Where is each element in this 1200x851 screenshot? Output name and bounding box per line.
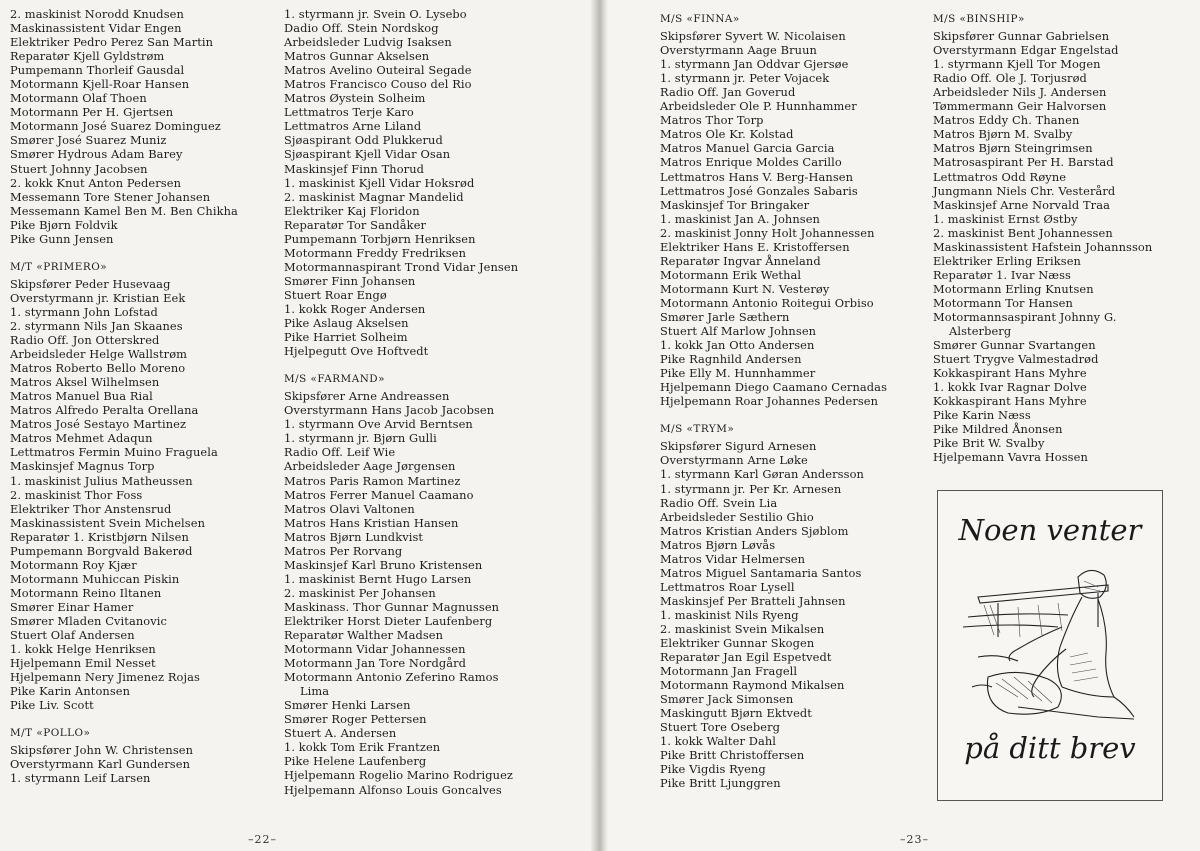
- crew-entry: Overstyrmann Arne Løke: [660, 453, 808, 468]
- crew-entry: Arbeidsleder Nils J. Andersen: [933, 85, 1107, 100]
- crew-entry: Lima: [300, 684, 330, 699]
- crew-entry: Pumpemann Thorleif Gausdal: [10, 63, 185, 78]
- crew-entry: Dadio Off. Stein Nordskog: [284, 21, 439, 36]
- crew-entry: Motormann Erik Wethal: [660, 267, 802, 282]
- crew-entry: Arbeidsleder Ole P. Hunnhammer: [660, 99, 857, 114]
- crew-entry: Matros Bjørn M. Svalby: [933, 127, 1073, 142]
- crew-entry: 1. styrmann John Lofstad: [10, 304, 158, 319]
- crew-entry: Matros Alfredo Peralta Orellana: [10, 403, 199, 418]
- crew-entry: 2. maskinist Norodd Knudsen: [10, 7, 184, 21]
- crew-entry: 2. maskinist Magnar Mandelid: [284, 189, 464, 204]
- crew-entry: Skipsfører Sigurd Arnesen: [660, 439, 817, 454]
- crew-entry: Maskinsjef Karl Bruno Kristensen: [284, 557, 483, 572]
- crew-entry: 2. maskinist Svein Mikalsen: [660, 621, 825, 636]
- crew-entry: 1. kokk Ivar Ragnar Dolve: [933, 380, 1087, 395]
- crew-entry: Lettmatros Odd Røyne: [933, 169, 1067, 184]
- crew-entry: Maskinass. Thor Gunnar Magnussen: [284, 599, 500, 614]
- crew-entry: Sjøaspirant Odd Plukkerud: [284, 133, 443, 148]
- crew-entry: Pike Harriet Solheim: [284, 330, 408, 345]
- left-page-column-2: [284, 7, 518, 797]
- crew-entry: Stuert A. Andersen: [284, 726, 397, 741]
- crew-entry: Motormannaspirant Trond Vidar Jensen: [284, 259, 519, 274]
- crew-entry: Matros Enrique Moldes Carillo: [660, 155, 842, 170]
- crew-entry: Smører Gunnar Svartangen: [933, 338, 1096, 353]
- crew-entry: Hjelpemann Nery Jimenez Rojas: [10, 670, 200, 685]
- crew-entry: Matros Bjørn Steingrimsen: [933, 141, 1093, 156]
- ship-heading: M/S «TRYM»: [660, 423, 735, 436]
- crew-entry: Lettmatros Hans V. Berg-Hansen: [660, 169, 854, 184]
- crew-entry: Matros Aksel Wilhelmsen: [10, 375, 160, 390]
- ship-heading: M/T «PRIMERO»: [10, 260, 108, 273]
- crew-entry: 1. kokk Walter Dahl: [660, 734, 777, 749]
- crew-entry: Matros Olavi Valtonen: [284, 501, 415, 516]
- crew-entry: Matros Manuel Garcia Garcia: [660, 141, 835, 156]
- crew-entry: Arbeidsleder Aage Jørgensen: [284, 459, 456, 474]
- crew-entry: Smører Hydrous Adam Barey: [10, 147, 183, 162]
- crew-entry: 1. maskinist Jan A. Johnsen: [660, 211, 820, 226]
- crew-entry: Matros Manuel Bua Rial: [10, 389, 153, 404]
- crew-entry: Radio Off. Svein Lia: [660, 495, 778, 510]
- crew-entry: Stuert Olaf Andersen: [10, 628, 135, 643]
- crew-entry: Matros Bjørn Løvås: [660, 537, 776, 552]
- crew-entry: Pike Karin Næss: [933, 408, 1031, 423]
- crew-entry: 1. styrmann jr. Per Kr. Arnesen: [660, 481, 842, 496]
- crew-entry: Radio Off. Ole J. Torjusrød: [933, 71, 1087, 86]
- crew-entry: Matros Ferrer Manuel Caamano: [284, 487, 474, 502]
- crew-entry: Reparatør 1. Ivar Næss: [933, 267, 1071, 282]
- page-number-left: –22–: [248, 833, 277, 846]
- crew-entry: Skipsfører Arne Andreassen: [284, 389, 450, 404]
- crew-entry: Smører José Suarez Muniz: [10, 133, 167, 148]
- crew-entry: 1. maskinist Kjell Vidar Hoksrød: [284, 175, 475, 190]
- crew-entry: 1. maskinist Ernst Østby: [933, 211, 1078, 226]
- ad-headline: Noen venter: [958, 513, 1142, 547]
- crew-entry: Motormann Vidar Johannessen: [284, 642, 466, 657]
- crew-entry: 1. styrmann Ove Arvid Berntsen: [284, 417, 473, 432]
- crew-entry: Smører Mladen Cvitanovic: [10, 613, 168, 628]
- crew-entry: Skipsfører Gunnar Gabrielsen: [933, 29, 1110, 44]
- page-number-right: –23–: [900, 833, 929, 846]
- crew-entry: 2. styrmann Nils Jan Skaanes: [10, 318, 183, 333]
- ad-tagline: på ditt brev: [964, 731, 1136, 765]
- crew-entry: Sjøaspirant Kjell Vidar Osan: [284, 147, 451, 162]
- crew-entry: Alsterberg: [949, 324, 1012, 339]
- crew-entry: Arbeidsleder Sestilio Ghio: [660, 509, 814, 524]
- crew-entry: Jungmann Niels Chr. Vesterård: [933, 183, 1116, 198]
- crew-entry: Elektriker Kaj Floridon: [284, 203, 420, 218]
- ad-illustration-icon: [958, 557, 1144, 727]
- crew-entry: Kokkaspirant Hans Myhre: [933, 394, 1087, 409]
- advertisement-box: [937, 490, 1163, 801]
- crew-entry: Stuert Johnny Jacobsen: [10, 161, 148, 176]
- crew-entry: Pike Elly M. Hunnhammer: [660, 366, 816, 381]
- crew-entry: 1. kokk Roger Andersen: [284, 301, 426, 316]
- crew-entry: Overstyrmann Karl Gundersen: [10, 757, 191, 772]
- crew-entry: Smører Finn Johansen: [284, 273, 416, 288]
- crew-entry: Stuert Alf Marlow Johnsen: [660, 324, 817, 339]
- crew-entry: Motormannsaspirant Johnny G.: [933, 309, 1117, 324]
- crew-entry: Motormann Raymond Mikalsen: [660, 678, 845, 693]
- crew-entry: Motormann Antonio Roitegui Orbiso: [660, 295, 874, 310]
- crew-entry: Pike Britt Ljunggren: [660, 776, 781, 791]
- crew-entry: Hjelpemann Vavra Hossen: [933, 450, 1088, 465]
- section-spacer: [660, 408, 887, 422]
- crew-entry: 1. kokk Tom Erik Frantzen: [284, 740, 441, 755]
- crew-entry: 2. maskinist Thor Foss: [10, 487, 143, 502]
- left-page: [0, 0, 596, 851]
- ship-heading: M/S «FINNA»: [660, 13, 740, 25]
- crew-entry: Hjelpemann Alfonso Louis Goncalves: [284, 782, 502, 797]
- crew-entry: Lettmatros Fermin Muino Fraguela: [10, 445, 218, 460]
- crew-entry: Matros Øystein Solheim: [284, 91, 426, 106]
- crew-entry: Hjelpemann Rogelio Marino Rodriguez: [284, 768, 514, 783]
- crew-entry: Pike Aslaug Akselsen: [284, 316, 409, 331]
- crew-entry: 1. styrmann Leif Larsen: [10, 771, 151, 786]
- crew-entry: Reparatør Jan Egil Espetvedt: [660, 650, 832, 665]
- crew-entry: Matros Mehmet Adaqun: [10, 431, 153, 446]
- crew-entry: Motormann Roy Kjær: [10, 557, 137, 572]
- crew-entry: Elektriker Pedro Perez San Martin: [10, 35, 214, 50]
- crew-entry: Motormann Jan Tore Nordgård: [284, 656, 467, 671]
- crew-entry: Tømmermann Geir Halvorsen: [933, 99, 1107, 114]
- crew-entry: Motormann Antonio Zeferino Ramos: [284, 670, 499, 685]
- crew-entry: Pike Ragnhild Andersen: [660, 352, 802, 367]
- crew-entry: Matros Bjørn Lundkvist: [284, 529, 424, 544]
- crew-entry: Elektriker Erling Eriksen: [933, 253, 1081, 268]
- crew-entry: Reparatør Walther Madsen: [284, 628, 444, 643]
- crew-entry: Pike Gunn Jensen: [10, 231, 114, 246]
- ship-heading: M/S «BINSHIP»: [933, 13, 1025, 25]
- crew-entry: Elektriker Hans E. Kristoffersen: [660, 239, 850, 254]
- crew-entry: Elektriker Gunnar Skogen: [660, 636, 815, 651]
- crew-entry: Skipsfører Peder Husevaag: [10, 276, 171, 291]
- crew-entry: Smører Jarle Sæthern: [660, 309, 790, 324]
- crew-entry: Matros Gunnar Akselsen: [284, 49, 430, 64]
- crew-entry: Matros Paris Ramon Martinez: [284, 473, 461, 488]
- crew-entry: Stuert Roar Engø: [284, 287, 387, 302]
- crew-entry: Radio Off. Jan Goverud: [660, 85, 796, 100]
- crew-entry: Matros Hans Kristian Hansen: [284, 515, 459, 530]
- section-spacer: [10, 246, 238, 260]
- crew-entry: Matrosaspirant Per H. Barstad: [933, 155, 1114, 170]
- crew-entry: Reparatør 1. Kristbjørn Nilsen: [10, 529, 189, 544]
- crew-entry: Motormann Muhiccan Piskin: [10, 571, 180, 586]
- crew-entry: Motormann Per H. Gjertsen: [10, 105, 174, 120]
- crew-entry: Motormann Kurt N. Vesterøy: [660, 281, 830, 296]
- crew-entry: Matros Per Rorvang: [284, 543, 403, 558]
- crew-entry: 1. styrmann Karl Gøran Andersson: [660, 467, 864, 482]
- crew-entry: Pumpemann Torbjørn Henriksen: [284, 231, 476, 246]
- crew-entry: Matros Avelino Outeiral Segade: [284, 63, 472, 78]
- crew-entry: Lettmatros José Gonzales Sabaris: [660, 183, 858, 198]
- crew-entry: 2. kokk Knut Anton Pedersen: [10, 175, 182, 190]
- crew-entry: Arbeidsleder Helge Wallstrøm: [10, 347, 188, 362]
- crew-entry: Pike Liv. Scott: [10, 698, 94, 713]
- crew-entry: Matros Vidar Helmersen: [660, 551, 806, 566]
- crew-entry: Lettmatros Roar Lysell: [660, 579, 795, 594]
- crew-entry: 1. maskinist Nils Ryeng: [660, 607, 799, 622]
- crew-entry: Messemann Kamel Ben M. Ben Chikha: [10, 203, 238, 218]
- crew-entry: Motormann José Suarez Dominguez: [10, 119, 221, 134]
- crew-entry: Hjelpegutt Ove Hoftvedt: [284, 344, 429, 359]
- crew-entry: Radio Off. Leif Wie: [284, 445, 396, 460]
- crew-entry: Radio Off. Jon Otterskred: [10, 333, 160, 348]
- crew-entry: Motormann Tor Hansen: [933, 295, 1073, 310]
- crew-entry: Lettmatros Arne Liland: [284, 119, 422, 134]
- crew-entry: Pumpemann Borgvald Bakerød: [10, 543, 193, 558]
- crew-entry: Maskinsjef Arne Norvald Traa: [933, 197, 1110, 212]
- crew-entry: Pike Karin Antonsen: [10, 684, 131, 699]
- crew-entry: 2. maskinist Jonny Holt Johannessen: [660, 225, 875, 240]
- crew-entry: Matros Kristian Anders Sjøblom: [660, 523, 849, 538]
- crew-entry: 2. maskinist Per Johansen: [284, 585, 436, 600]
- crew-entry: Matros Francisco Couso del Rio: [284, 77, 472, 92]
- left-page-column-1: [10, 7, 238, 785]
- crew-entry: Matros Thor Torp: [660, 113, 764, 128]
- crew-entry: 1. styrmann jr. Peter Vojacek: [660, 71, 830, 86]
- ship-heading: M/S «FARMAND»: [284, 373, 385, 386]
- crew-entry: Smører Einar Hamer: [10, 599, 134, 614]
- crew-entry: Skipsfører Syvert W. Nicolaisen: [660, 29, 846, 44]
- crew-entry: 1. styrmann jr. Svein O. Lysebo: [284, 7, 467, 21]
- crew-entry: 1. kokk Jan Otto Andersen: [660, 338, 815, 353]
- crew-entry: Overstyrmann Aage Bruun: [660, 43, 817, 58]
- crew-entry: Pike Helene Laufenberg: [284, 754, 427, 769]
- crew-entry: 1. styrmann jr. Bjørn Gulli: [284, 431, 437, 446]
- crew-entry: Motormann Erling Knutsen: [933, 281, 1094, 296]
- crew-entry: Lettmatros Terje Karo: [284, 105, 414, 120]
- crew-entry: Maskinassistent Svein Michelsen: [10, 515, 206, 530]
- crew-entry: 1. maskinist Bernt Hugo Larsen: [284, 571, 472, 586]
- crew-entry: Matros Ole Kr. Kolstad: [660, 127, 794, 142]
- crew-entry: Hjelpemann Diego Caamano Cernadas: [660, 380, 888, 395]
- crew-entry: Reparatør Tor Sandåker: [284, 217, 427, 232]
- crew-entry: Matros José Sestayo Martinez: [10, 417, 187, 432]
- crew-entry: Motormann Kjell-Roar Hansen: [10, 77, 190, 92]
- crew-entry: Maskinsjef Finn Thorud: [284, 161, 425, 176]
- crew-entry: Motormann Olaf Thoen: [10, 91, 147, 106]
- crew-entry: Matros Eddy Ch. Thanen: [933, 113, 1080, 128]
- crew-entry: Motormann Reino Iltanen: [10, 585, 162, 600]
- crew-entry: Matros Roberto Bello Moreno: [10, 361, 186, 376]
- crew-entry: Motormann Freddy Fredriksen: [284, 245, 467, 260]
- crew-entry: Matros Miguel Santamaria Santos: [660, 565, 862, 580]
- crew-entry: 1. kokk Helge Henriksen: [10, 642, 156, 657]
- crew-entry: Skipsfører John W. Christensen: [10, 743, 194, 758]
- crew-entry: Elektriker Thor Anstensrud: [10, 501, 172, 516]
- crew-entry: Elektriker Horst Dieter Laufenberg: [284, 613, 493, 628]
- crew-entry: 1. styrmann Jan Oddvar Gjersøe: [660, 57, 849, 72]
- crew-entry: 1. styrmann Kjell Tor Mogen: [933, 57, 1101, 72]
- crew-entry: Maskingutt Bjørn Ektvedt: [660, 706, 812, 721]
- crew-entry: Maskinsjef Tor Bringaker: [660, 197, 810, 212]
- crew-entry: Smører Henki Larsen: [284, 698, 411, 713]
- crew-entry: Kokkaspirant Hans Myhre: [933, 366, 1087, 381]
- crew-entry: Pike Britt Christoffersen: [660, 748, 805, 763]
- crew-entry: Reparatør Kjell Gyldstrøm: [10, 49, 165, 64]
- crew-entry: 1. maskinist Julius Matheussen: [10, 473, 193, 488]
- crew-entry: Stuert Trygve Valmestadrød: [933, 352, 1099, 367]
- crew-entry: Overstyrmann Edgar Engelstad: [933, 43, 1119, 58]
- crew-entry: Reparatør Ingvar Ånneland: [660, 253, 821, 268]
- section-spacer: [284, 358, 518, 372]
- crew-entry: Pike Mildred Ånonsen: [933, 422, 1063, 437]
- crew-entry: Pike Bjørn Foldvik: [10, 217, 118, 232]
- right-page-column-1: [660, 12, 887, 791]
- crew-entry: Motormann Jan Fragell: [660, 664, 798, 679]
- crew-entry: Maskinsjef Magnus Torp: [10, 459, 155, 474]
- crew-entry: Overstyrmann Hans Jacob Jacobsen: [284, 403, 495, 418]
- crew-entry: Pike Brit W. Svalby: [933, 436, 1045, 451]
- crew-entry: Overstyrmann jr. Kristian Eek: [10, 290, 186, 305]
- ship-heading: M/T «POLLO»: [10, 727, 91, 740]
- section-spacer: [10, 712, 238, 726]
- crew-entry: Smører Jack Simonsen: [660, 692, 794, 707]
- crew-entry: Maskinsjef Per Bratteli Jahnsen: [660, 593, 846, 608]
- right-page-column-2: [933, 12, 1152, 465]
- crew-entry: Hjelpemann Roar Johannes Pedersen: [660, 394, 879, 409]
- crew-entry: Smører Roger Pettersen: [284, 712, 427, 727]
- crew-entry: Arbeidsleder Ludvig Isaksen: [284, 35, 452, 50]
- book-gutter: [590, 0, 608, 851]
- crew-entry: Maskinassistent Vidar Engen: [10, 21, 182, 36]
- crew-entry: Pike Vigdis Ryeng: [660, 762, 766, 777]
- crew-entry: Hjelpemann Emil Nesset: [10, 656, 156, 671]
- crew-entry: 2. maskinist Bent Johannessen: [933, 225, 1113, 240]
- crew-entry: Stuert Tore Oseberg: [660, 720, 781, 735]
- crew-entry: Messemann Tore Stener Johansen: [10, 189, 211, 204]
- crew-entry: Maskinassistent Hafstein Johannsson: [933, 239, 1153, 254]
